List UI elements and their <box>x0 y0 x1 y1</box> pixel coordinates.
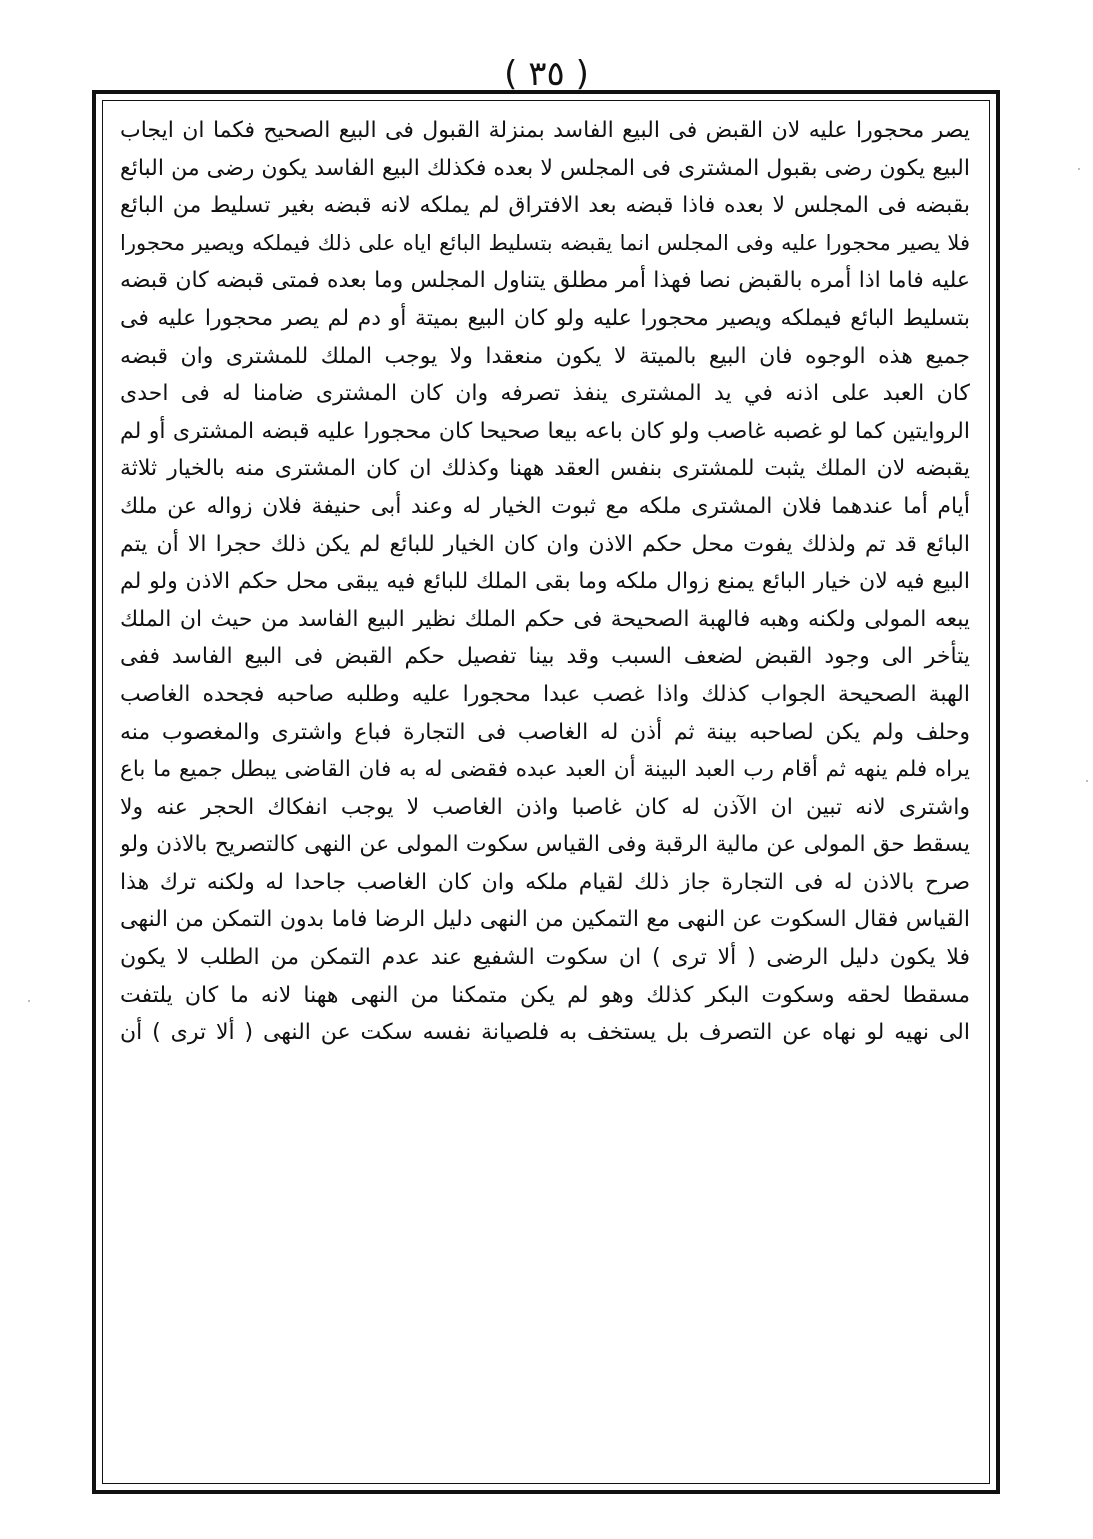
text-line-24: مسقطا لحقه وسكوت البكر كذلك وهو لم يكن متمكنا من النهى ههنا لانه ما كان يلتفت <box>120 982 970 1008</box>
scan-speck <box>1078 168 1080 170</box>
text-line-19: واشترى لانه تبين ان الآذن له كان غاصبا واذن الغاصب لا يوجب انفكاك الحجر عنه ولا <box>120 794 970 820</box>
text-line-23: فلا يكون دليل الرضى ( ألا ترى ) ان سكوت الشفيع عند عدم التمكن من الطلب لا يكون <box>120 945 970 971</box>
text-line-14: يبعه المولى ولكنه وهبه فالهبة الصحيحة فى حكم الملك نظير البيع الفاسد من حيث ان الملك <box>120 606 970 632</box>
text-line-17: وحلف ولم يكن لصاحبه بينة ثم أذن له الغاصب فى التجارة فباع واشترى والمغصوب منه <box>120 719 970 745</box>
text-line-9: الروايتين كما لو غصبه غاصب ولو كان باعه بيعا صحيحا كان محجورا عليه قبضه المشترى أو لم <box>120 418 970 444</box>
scan-speck <box>1086 780 1088 782</box>
page-number: ( ٣٥ ) <box>504 54 589 94</box>
text-line-22: القياس فقال السكوت عن النهى مع التمكين من النهى دليل الرضا فاما بدون التمكن من النهى <box>120 907 970 933</box>
text-line-18: يراه فلم ينهه ثم أقام رب العبد البينة أن العبد عبده فقضى له به فان القاضى يبطل جميع ما باع <box>120 757 970 783</box>
text-line-21: صرح بالاذن له فى التجارة جاز ذلك لقيام ملكه وان كان الغاصب جاحدا له ولكنه ترك هذا <box>120 869 970 895</box>
text-line-8: كان العبد على اذنه في يد المشترى ينفذ تصرفه وان كان المشترى ضامنا له فى احدى <box>120 381 970 407</box>
text-line-5: عليه فاما اذا أمره بالقبض نصا فهذا أمر مطلق يتناول المجلس وما بعده فمتى قبضه كان قبضه <box>120 268 970 294</box>
text-line-3: بقبضه فى المجلس لا بعده فاذا قبضه بعد الافتراق لم يملكه لانه قبضه بغير تسليط من البائع <box>120 193 970 219</box>
text-line-6: بتسليط البائع فيملكه ويصير محجورا عليه ولو كان البيع بميتة أو دم لم يصر محجورا عليه فى <box>120 305 970 331</box>
text-line-11: أيام أما عندهما فلان المشترى ملكه مع ثبوت الخيار له وعند أبى حنيفة فلان زواله عن ملك <box>120 493 970 519</box>
body-text <box>120 112 970 1472</box>
text-line-7: جميع هذه الوجوه فان البيع بالميتة لا يكون منعقدا ولا يوجب الملك للمشترى وان قبضه <box>120 343 970 369</box>
text-line-16: الهبة الصحيحة الجواب كذلك واذا غصب عبدا محجورا عليه وطلبه صاحبه فجحده الغاصب <box>120 681 970 707</box>
text-line-10: يقبضه لان الملك يثبت للمشترى بنفس العقد ههنا وكذلك ان كان المشترى منه بالخيار ثلاثة <box>120 456 970 482</box>
scan-speck <box>28 1000 30 1002</box>
text-line-15: يتأخر الى وجود القبض لضعف السبب وقد بينا تفصيل حكم القبض فى البيع الفاسد ففى <box>120 644 970 670</box>
text-line-20: يسقط حق المولى عن مالية الرقبة وفى القياس سكوت المولى عن النهى كالتصريح بالاذن ولو <box>120 832 970 858</box>
text-line-12: البائع قد تم ولذلك يفوت محل حكم الاذن وان كان الخيار للبائع لم يكن ذلك حجرا الا أن يتم <box>120 531 970 557</box>
text-line-4: فلا يصير محجورا عليه وفى المجلس انما يقبضه بتسليط البائع اياه على ذلك فيملكه ويصير محجورا <box>120 230 970 255</box>
text-line-1: يصر محجورا عليه لان القبض فى البيع الفاسد بمنزلة القبول فى البيع الصحيح فكما ان ايجاب <box>120 118 970 143</box>
text-line-25: الى نهيه لو نهاه عن التصرف بل يستخف به فلصيانة نفسه سكت عن النهى ( ألا ترى ) أن <box>120 1020 970 1046</box>
text-line-13: البيع فيه لان خيار البائع يمنع زوال ملكه وما بقى الملك للبائع فيه يبقى محل حكم الاذن ولو لم <box>120 569 970 595</box>
text-line-2: البيع يكون رضى بقبول المشترى فى المجلس لا بعده فكذلك البيع الفاسد يكون رضى من البائع <box>120 155 970 181</box>
